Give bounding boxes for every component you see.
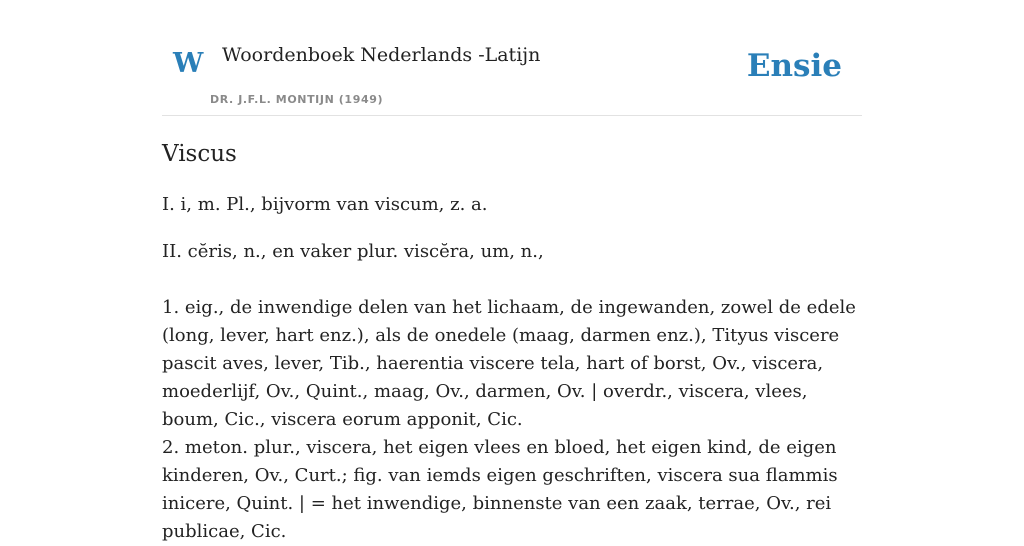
- entry-definition-body: [162, 294, 862, 546]
- page: [162, 0, 862, 542]
- entry-sense-1: I. i, m. Pl., bijvorm van viscum, z. a.: [162, 194, 488, 215]
- definition-paragraph-2: 2. meton. plur., viscera, het eigen vlees en bloed, het eigen kind, de eigen kinderen, Ov., Curt.; fig. van iemds eigen geschriften, viscera sua flammis inicere, Quint. | = het inwendige, binnenste van een zaak, terrae, Ov., rei publicae, Cic.: [162, 437, 838, 542]
- ensie-logo-link[interactable]: Ensie: [746, 48, 842, 84]
- entry-title: Viscus: [162, 141, 237, 167]
- dictionary-title-link[interactable]: Woordenboek Nederlands -Latijn: [222, 44, 541, 66]
- definition-paragraph-1: 1. eig., de inwendige delen van het lichaam, de ingewanden, zowel de edele (long, lever, hart enz.), als de onedele (maag, darmen enz.), Tityus viscere pascit aves, lever, Tib., haerentia viscere tela, hart of borst, Ov., viscera, moederlijf, Ov., Quint., maag, Ov., darmen, Ov. | overdr., viscera, vlees, boum, Cic., viscera eorum apponit, Cic.: [162, 297, 856, 430]
- entry-sense-2: II. cĕris, n., en vaker plur. viscĕra, um, n.,: [162, 241, 544, 262]
- dictionary-author: DR. J.F.L. MONTIJN (1949): [210, 93, 384, 106]
- dictionary-header: [162, 0, 862, 116]
- dictionary-logo-icon[interactable]: W: [173, 48, 204, 79]
